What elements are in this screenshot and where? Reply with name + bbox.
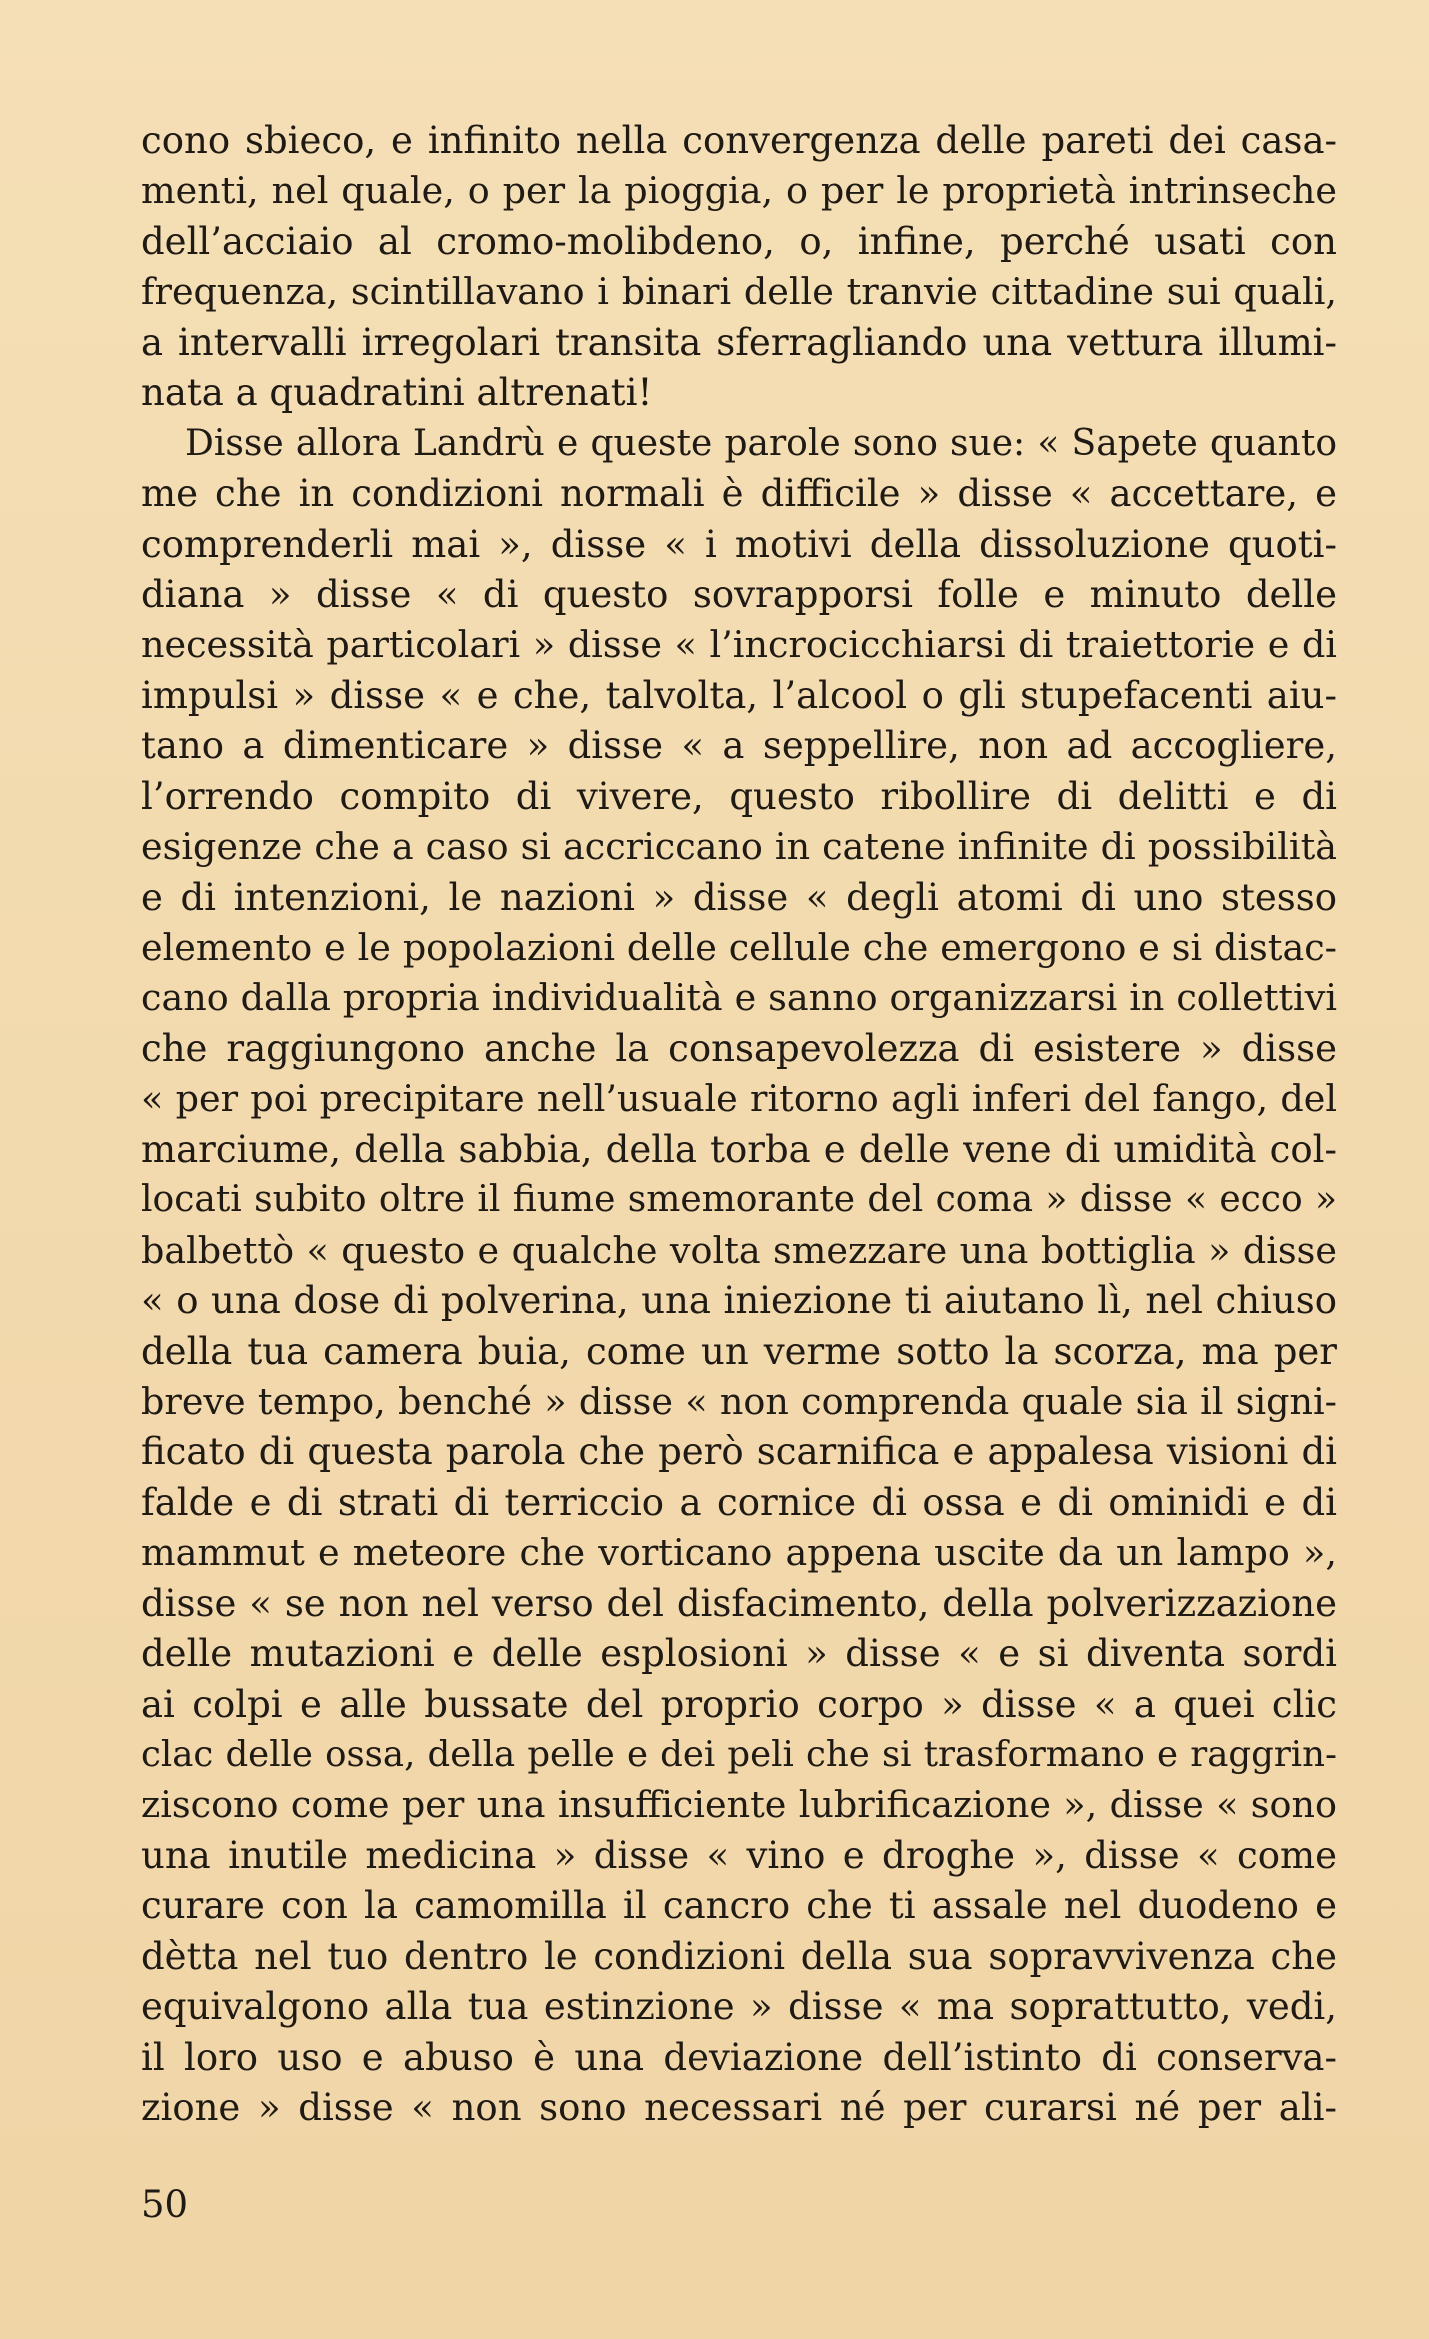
text-line: locati subito oltre il fiume smemorante del coma » disse « ecco »: [141, 1179, 1337, 1221]
text-line: della tua camera buia, come un verme sotto la scorza, ma per: [141, 1329, 1337, 1373]
text-line: tano a dimenticare » disse « a seppellire, non ad accogliere,: [141, 724, 1337, 768]
text-line: cano dalla propria individualità e sanno organizzarsi in collettivi: [141, 976, 1337, 1020]
paragraph-start-line: Disse allora Landrù e queste parole sono sue: « Sapete quanto: [185, 422, 1337, 464]
text-line: disse « se non nel verso del disfacimento, della polverizzazione: [141, 1581, 1337, 1625]
text-line: frequenza, scintillavano i binari delle tranvie cittadine sui quali,: [141, 270, 1337, 314]
text-line: che raggiungono anche la consapevolezza di esistere » disse: [141, 1026, 1337, 1070]
text-line: dètta nel tuo dentro le condizioni della sua sopravvivenza che: [141, 1934, 1337, 1978]
text-line: mammut e meteore che vorticano appena uscite da un lampo »,: [141, 1531, 1337, 1575]
text-line: comprenderli mai », disse « i motivi della dissoluzione quoti-: [141, 522, 1337, 566]
text-line: « per poi precipitare nell’usuale ritorno agli inferi del fango, del: [141, 1077, 1337, 1121]
text-line: a intervalli irregolari transita sferragliando una vettura illumi-: [141, 320, 1337, 364]
text-line: necessità particolari » disse « l’incrocicchiarsi di traiettorie e di: [141, 623, 1337, 667]
text-line: il loro uso e abuso è una deviazione dell’istinto di conserva-: [141, 2035, 1337, 2079]
text-line: falde e di strati di terriccio a cornice di ossa e di ominidi e di: [141, 1480, 1337, 1524]
text-line: impulsi » disse « e che, talvolta, l’alcool o gli stupefacenti aiu-: [141, 673, 1337, 717]
text-line: marciume, della sabbia, della torba e delle vene di umidità col-: [141, 1127, 1337, 1171]
text-line: l’orrendo compito di vivere, questo ribollire di delitti e di: [141, 774, 1337, 818]
text-line: cono sbieco, e infinito nella convergenza delle pareti dei casa-: [141, 119, 1337, 162]
text-line: una inutile medicina » disse « vino e droghe », disse « come: [141, 1833, 1337, 1877]
text-line: breve tempo, benché » disse « non comprenda quale sia il signi-: [141, 1379, 1337, 1423]
text-line: « o una dose di polverina, una iniezione ti aiutano lì, nel chiuso: [141, 1279, 1337, 1323]
text-line: equivalgono alla tua estinzione » disse « ma soprattutto, vedi,: [141, 1985, 1337, 2029]
text-line: dell’acciaio al cromo-molibdeno, o, infine, perché usati con: [141, 219, 1337, 263]
text-line: ai colpi e alle bussate del proprio corpo » disse « a quei clic: [141, 1682, 1337, 1726]
text-line: zione » disse « non sono necessari né per curarsi né per ali-: [141, 2086, 1337, 2130]
text-line: balbettò « questo e qualche volta smezzare una bottiglia » disse: [141, 1228, 1337, 1272]
text-line: esigenze che a caso si accriccano in catene infinite di possibilità: [141, 825, 1337, 869]
text-line: diana » disse « di questo sovrapporsi folle e minuto delle: [141, 572, 1337, 616]
text-line: curare con la camomilla il cancro che ti assale nel duodeno e: [141, 1884, 1337, 1928]
text-line: ficato di questa parola che però scarnifica e appalesa visioni di: [141, 1430, 1337, 1474]
text-line: delle mutazioni e delle esplosioni » disse « e si diventa sordi: [141, 1632, 1337, 1676]
text-line: nata a quadratini altrenati!: [141, 371, 653, 415]
text-line: elemento e le popolazioni delle cellule che emergono e si distac-: [141, 926, 1337, 969]
page-number: 50: [141, 2183, 189, 2226]
text-line: me che in condizioni normali è difficile » disse « accettare, e: [141, 472, 1337, 516]
text-line: e di intenzioni, le nazioni » disse « degli atomi di uno stesso: [141, 875, 1337, 919]
text-line: ziscono come per una insufficiente lubrificazione », disse « sono: [141, 1783, 1337, 1827]
body-text: [141, 116, 1337, 2134]
text-line: clac delle ossa, della pelle e dei peli che si trasformano e raggrin-: [141, 1734, 1337, 1775]
text-line: menti, nel quale, o per la pioggia, o per le proprietà intrinseche: [141, 169, 1337, 213]
